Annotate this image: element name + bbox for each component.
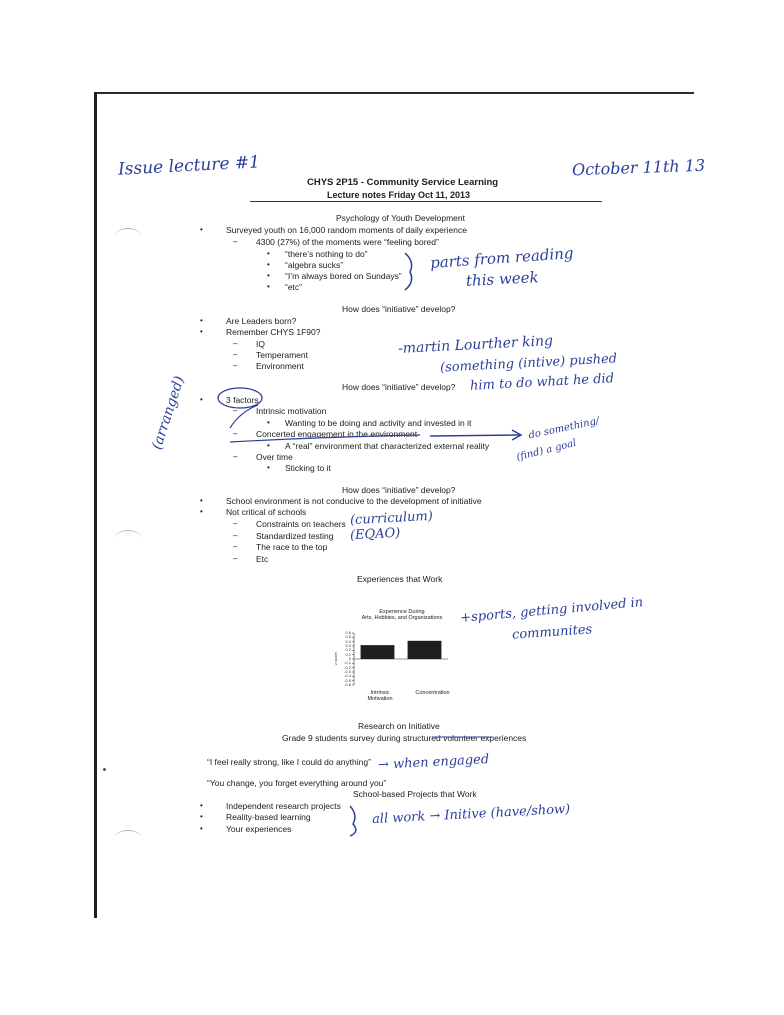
bullet-text: IQ — [256, 339, 265, 349]
chart-subtitle: Arts, Hobbies, and Organizations — [361, 615, 443, 621]
bullet-dash: – — [233, 406, 238, 415]
chart-y-tick-label: -0.6 — [344, 682, 351, 687]
chart-y-tick-label: -0.1 — [344, 660, 351, 666]
handwritten-note: all work → Initive (have/show) — [371, 801, 571, 828]
chart-title: Experience During — [379, 609, 425, 615]
bullet-dash: – — [233, 542, 238, 551]
bullet-dot: • — [267, 282, 270, 291]
quote-item: “etc” — [285, 282, 302, 292]
bullet-dot: • — [267, 271, 270, 280]
bullet-dash: – — [233, 554, 238, 563]
handwritten-note: -martin Lourther king — [397, 332, 554, 358]
quote-item: “there’s nothing to do” — [285, 249, 368, 259]
handwritten-note: → when engaged — [377, 752, 490, 773]
bullet-text: Wanting to be doing and activity and invested in it — [285, 418, 472, 428]
section-title: Psychology of Youth Development — [336, 213, 466, 223]
bullet-text: Are Leaders born? — [226, 316, 297, 326]
course-subtitle: Lecture notes Friday Oct 11, 2013 — [327, 190, 471, 200]
bullet-text: 3 factors — [226, 395, 259, 405]
handwritten-note: parts from reading — [429, 244, 575, 272]
chart-y-tick-label: 0.1 — [345, 651, 351, 657]
bullet-text: Over time — [256, 452, 293, 462]
bullet-text: Your experiences — [226, 824, 292, 834]
bullet-text: Etc — [256, 554, 269, 564]
bullet-dash: – — [233, 339, 238, 348]
section-title: How does “initiative” develop? — [342, 304, 456, 314]
chart-y-tick-label: 0 — [348, 656, 351, 661]
chart-category-label: Intrinsic Motivation — [367, 690, 393, 702]
bullet-text: Reality-based learning — [226, 812, 311, 822]
section-title: Experiences that Work — [357, 574, 443, 584]
bullet-text: Not critical of schools — [226, 507, 307, 517]
bullet-dash: – — [233, 452, 238, 461]
arrow-mark — [430, 435, 520, 436]
bullet-dot: • — [200, 316, 203, 325]
handwritten-note: (something (intive) pushed — [439, 351, 618, 376]
circle-mark — [218, 388, 262, 408]
section-title: Research on Initiative — [358, 721, 440, 731]
handwritten-note: +sports, getting involved in — [459, 595, 644, 626]
bullet-dash: – — [233, 361, 238, 370]
quote-item: “algebra sucks” — [285, 260, 344, 270]
bullet-dot: • — [267, 463, 270, 472]
bullet-text: Constraints on teachers — [256, 519, 346, 529]
handwritten-note: him to do what he did — [469, 371, 615, 394]
bullet-dot: • — [200, 824, 203, 833]
bullet-text: Concerted engagement in the environment — [256, 429, 418, 439]
handwritten-note: Issue lecture #1 — [117, 152, 261, 180]
section-title: School-based Projects that Work — [353, 789, 477, 799]
handwritten-note: (EQAO) — [349, 525, 401, 544]
bullet-dot: • — [267, 260, 270, 269]
bullet-text: Surveyed youth on 16,000 random moments of daily experience — [226, 225, 467, 235]
bullet-dot: • — [200, 327, 203, 336]
bullet-dash: – — [233, 237, 238, 246]
bullet-text: Standardized testing — [256, 531, 334, 541]
bullet-dot: • — [200, 812, 203, 821]
chart-y-tick-label: 0.6 — [345, 630, 351, 635]
quote-item: “You change, you forget everything around you” — [207, 778, 387, 788]
handwritten-note: communites — [511, 622, 593, 643]
section-title: How does “initiative” develop? — [342, 485, 456, 495]
bullet-text: Sticking to it — [285, 463, 331, 473]
quote-item: “I feel really strong, like I could do anything” — [207, 757, 371, 767]
chart-y-tick-label: -0.3 — [344, 669, 351, 674]
chart-y-tick-label: -0.4 — [344, 673, 351, 679]
bullet-dot: • — [267, 418, 270, 427]
bullet-dot: • — [200, 225, 203, 234]
bracket-mark — [350, 806, 356, 836]
bullet-dash: – — [233, 429, 238, 438]
quote-item: “I’m always bored on Sundays” — [285, 271, 402, 281]
handwritten-note: (find) a goal — [515, 437, 578, 464]
bracket-mark — [405, 253, 412, 290]
bullet-dot: • — [267, 441, 270, 450]
chart-y-tick-label: 0.4 — [345, 638, 351, 644]
bullet-dash: – — [233, 531, 238, 540]
bullet-dash: – — [233, 350, 238, 359]
chart-y-tick-label: -0.5 — [344, 677, 351, 683]
chart-y-tick-label: -0.2 — [344, 664, 351, 670]
bullet-text: Independent research projects — [226, 801, 341, 811]
section-title: How does “initiative” develop? — [342, 382, 456, 392]
bullet-text: School environment is not conducive to the development of initiative — [226, 496, 482, 506]
bullet-text: A “real” environment that characterized external reality — [285, 441, 490, 451]
handwritten-note: (curriculum) — [349, 508, 434, 529]
chart-y-tick-label: 0.5 — [345, 634, 351, 640]
bullet-text: Environment — [256, 361, 304, 371]
bullet-dot: • — [200, 801, 203, 810]
underline-mark — [230, 435, 420, 442]
bullet-text: The race to the top — [256, 542, 328, 552]
bullet-text: Temperament — [256, 350, 308, 360]
course-title: CHYS 2P15 - Community Service Learning — [307, 177, 499, 188]
chart-y-tick-label: 0.2 — [345, 647, 351, 653]
bullet-dash: – — [233, 519, 238, 528]
bullet-dot: • — [200, 496, 203, 505]
handwritten-note: this week — [465, 268, 540, 290]
bullet-dot: • — [200, 507, 203, 516]
bullet-dot: • — [200, 395, 203, 404]
chart-y-tick-label: 0.3 — [345, 643, 351, 648]
bullet-text: Intrinsic motivation — [256, 406, 327, 416]
bullet-text: 4300 (27%) of the moments were “feeling bored” — [256, 237, 439, 247]
section-subtitle: Grade 9 students survey during structured volunteer experiences — [282, 733, 527, 743]
bullet-dot: • — [267, 249, 270, 258]
handwritten-note: (arranged) — [149, 374, 188, 452]
handwritten-note: October 11th 13 — [571, 155, 706, 180]
handwritten-note: do something/ — [527, 415, 601, 442]
bullet-text: Remember CHYS 1F90? — [226, 327, 321, 337]
chart-category-label: Concentration — [415, 690, 450, 696]
chart-ylabel: z score — [333, 652, 338, 665]
